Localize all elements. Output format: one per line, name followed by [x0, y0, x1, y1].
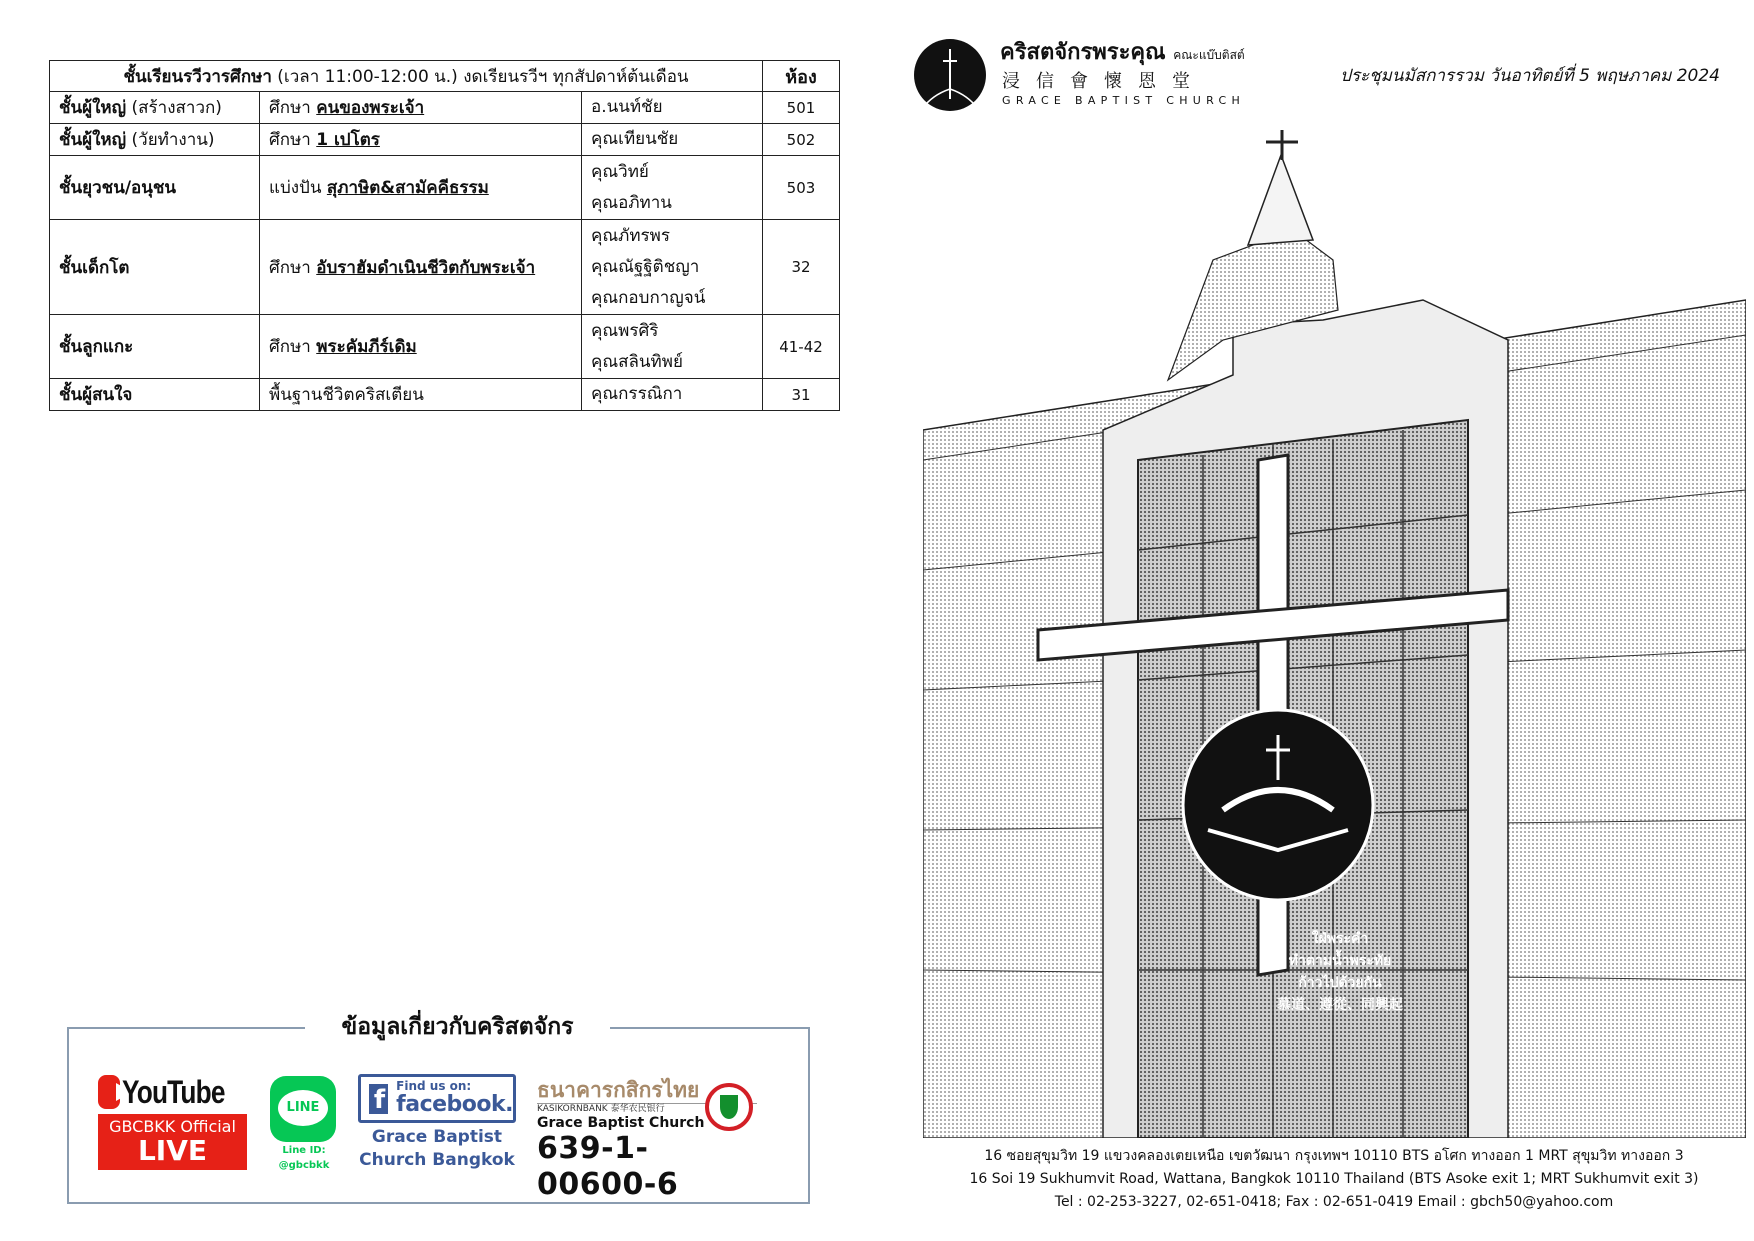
room-number: 503	[763, 156, 840, 220]
teacher-name: คุณกอบกาญจน์	[591, 287, 706, 308]
address-th: 16 ซอยสุขุมวิท 19 แขวงคลองเตยเหนือ เขตวัฒนา กรุงเทพฯ 10110 BTS อโศก ทางออก 1 MRT สุขุมวิท ทางออก 3	[984, 1148, 1684, 1164]
topic-cell	[260, 156, 582, 220]
topic-title: อับราฮัมดำเนินชีวิตกับพระเจ้า	[316, 257, 536, 278]
kbank-logo-icon	[705, 1083, 753, 1131]
teacher-name: คุณสลินทิพย์	[591, 351, 683, 372]
teacher-cell	[582, 124, 763, 156]
youtube-header	[98, 1074, 247, 1110]
class-name: ชั้นลูกแกะ	[59, 337, 134, 357]
emblem-motto-cn: 慕道、遵從、同興起	[1277, 997, 1403, 1013]
facebook-text	[396, 1080, 513, 1117]
topic-prefix: ศึกษา	[269, 98, 311, 118]
topic-prefix: ศึกษา	[269, 130, 311, 150]
topic-cell	[260, 220, 582, 315]
teacher-name: คุณอภิทาน	[591, 192, 672, 213]
teacher-name: คุณวิทย์	[591, 161, 649, 182]
table-row	[50, 124, 840, 156]
spire	[1248, 155, 1313, 245]
class-cell	[50, 315, 260, 379]
line-badge[interactable]	[270, 1076, 338, 1172]
topic-title: 1 เปโตร	[316, 130, 380, 150]
topic-prefix: ศึกษา	[269, 257, 311, 278]
teacher-cell	[582, 220, 763, 315]
church-name-en: GRACE BAPTIST CHURCH	[1002, 94, 1246, 107]
class-name: ชั้นผู้ใหญ่	[59, 98, 127, 118]
table-row	[50, 156, 840, 220]
schedule-time: (เวลา 11:00-12:00 น.)	[277, 66, 458, 87]
room-header: ห้อง	[763, 61, 840, 92]
youtube-live-label: LIVE	[137, 1134, 208, 1167]
class-cell	[50, 92, 260, 124]
bank-name-en: KASIKORNBANK 泰华农民银行	[537, 1103, 757, 1115]
spire-cross-icon	[1266, 130, 1298, 160]
teacher-name: คุณกรรณิกา	[591, 384, 683, 404]
table-row	[50, 379, 840, 411]
line-id-label: Line ID:	[282, 1145, 326, 1156]
class-sub: (สร้างสาวก)	[131, 98, 222, 118]
facebook-find-us: Find us on:	[396, 1079, 472, 1093]
youtube-channel-panel	[98, 1114, 247, 1170]
church-name-th	[1000, 40, 1245, 68]
topic-prefix: พื้นฐานชีวิตคริสเตียน	[269, 385, 424, 405]
teacher-name: คุณณัฐฐิติชญา	[591, 256, 700, 277]
topic-title: พระคัมภีร์เดิม	[316, 337, 417, 357]
class-cell	[50, 220, 260, 315]
topic-cell	[260, 315, 582, 379]
teacher-name: คุณพรศิริ	[591, 320, 659, 341]
class-name: ชั้นยุวชน/อนุชน	[59, 178, 177, 198]
church-name-cn: 浸信會懷恩堂	[1002, 71, 1206, 92]
room-number: 31	[763, 379, 840, 411]
bank-account-number: 639-1-00600-6	[537, 1131, 679, 1202]
teacher-cell	[582, 315, 763, 379]
emblem-motto-1: ใฝ่พระคำ	[1311, 931, 1369, 947]
facebook-page-name-1: Grace Baptist	[371, 1127, 503, 1147]
church-name-th-sub: คณะแบ๊บติสต์	[1173, 48, 1245, 62]
class-cell	[50, 156, 260, 220]
emblem-motto-2: ทำตามน้ำพระทัย	[1288, 953, 1392, 969]
contact-info: Tel : 02-253-3227, 02-651-0418; Fax : 02-651-0419 Email : gbch50@yahoo.com	[1054, 1194, 1614, 1210]
youtube-wordmark: YouTube	[121, 1073, 225, 1110]
emblem-motto	[1265, 928, 1415, 1016]
class-name: ชั้นผู้สนใจ	[59, 385, 133, 405]
class-name: ชั้นผู้ใหญ่	[59, 130, 127, 150]
table-row	[50, 315, 840, 379]
table-header-row	[50, 61, 840, 92]
table-row	[50, 92, 840, 124]
emblem-motto-3: ก้าวไปด้วยกัน	[1298, 975, 1382, 991]
line-id: @gbcbkk	[278, 1160, 330, 1171]
table-row	[50, 220, 840, 315]
topic-prefix: แบ่งปัน	[269, 178, 322, 198]
topic-cell	[260, 124, 582, 156]
church-info-title: ข้อมูลเกี่ยวกับคริสตจักร	[305, 1007, 610, 1047]
youtube-play-icon	[98, 1075, 120, 1109]
teacher-cell	[582, 156, 763, 220]
church-emblem-icon	[1183, 710, 1373, 900]
facebook-find-us-box	[358, 1074, 516, 1123]
youtube-badge[interactable]	[98, 1074, 247, 1172]
church-logo-icon	[914, 39, 986, 111]
bank-name-th: ธนาคารกสิกรไทย	[537, 1078, 700, 1102]
class-name: ชั้นเด็กโต	[59, 257, 130, 278]
room-number: 501	[763, 92, 840, 124]
topic-cell	[260, 92, 582, 124]
teacher-cell	[582, 379, 763, 411]
facebook-page-name-2: Church Bangkok	[359, 1150, 515, 1170]
bank-account-name: Grace Baptist Church	[537, 1115, 705, 1131]
topic-title: สุภาษิต&สามัคคีธรรม	[326, 178, 489, 198]
facebook-f-icon: f	[369, 1084, 388, 1114]
schedule-title: ชั้นเรียนรวีวารศึกษา	[123, 66, 272, 87]
class-cell	[50, 124, 260, 156]
teacher-name: อ.นนท์ชัย	[591, 97, 663, 117]
service-date: ประชุมนมัสการรวม วันอาทิตย์ที่ 5 พฤษภาคม 2024	[1340, 66, 1720, 86]
schedule-header	[50, 61, 763, 92]
line-app-icon	[270, 1076, 336, 1142]
room-number: 41-42	[763, 315, 840, 379]
teacher-cell	[582, 92, 763, 124]
topic-title: คนของพระเจ้า	[316, 98, 425, 118]
topic-prefix: ศึกษา	[269, 337, 311, 357]
class-sub: (วัยทำงาน)	[131, 130, 215, 150]
church-name-th-main: คริสตจักรพระคุณ	[1000, 40, 1166, 65]
church-address	[930, 1145, 1738, 1214]
teacher-name: คุณภัทรพร	[591, 225, 671, 246]
topic-cell	[260, 379, 582, 411]
facebook-wordmark: facebook.	[396, 1092, 513, 1117]
class-schedule-table	[49, 60, 840, 411]
teacher-name: คุณเทียนชัย	[591, 129, 679, 149]
room-number: 502	[763, 124, 840, 156]
youtube-channel-name: GBCBKK Official	[109, 1117, 236, 1136]
class-cell	[50, 379, 260, 411]
address-en: 16 Soi 19 Sukhumvit Road, Wattana, Bangkok 10110 Thailand (BTS Asoke exit 1; MRT Sukhumvit exit 3)	[969, 1171, 1699, 1187]
facebook-badge[interactable]	[358, 1074, 516, 1169]
schedule-note: งดเรียนรวีฯ ทุกสัปดาห์ต้นเดือน	[463, 66, 689, 87]
room-number: 32	[763, 220, 840, 315]
